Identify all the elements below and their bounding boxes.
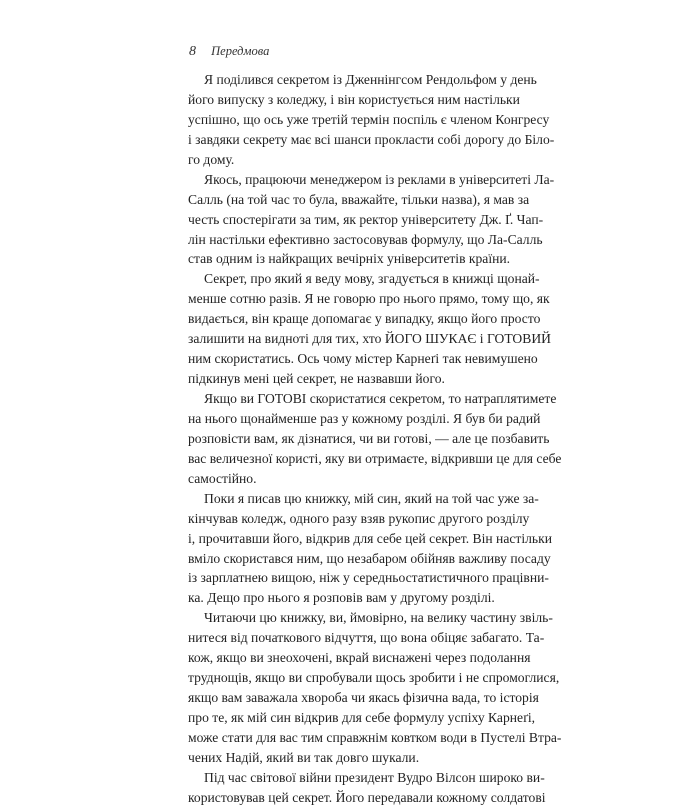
text-line: Я поділився секретом із Дженнінгсом Рендольфом у день bbox=[204, 72, 537, 87]
text-line: підкинув мені цей секрет, не назвавши його. bbox=[188, 371, 445, 387]
text-line: вас величезної користі, яку ви отримаєте, відкривши це для себе bbox=[188, 450, 562, 466]
text-line: ка. Дещо про нього я розповів вам у другому розділі. bbox=[188, 590, 495, 606]
text-line: на нього щонайменше раз у кожному розділі. Я був би радий bbox=[188, 410, 541, 426]
paragraph bbox=[188, 170, 555, 270]
text-line: вміло скористався ним, що незабаром обійняв важливу посаду bbox=[188, 550, 551, 566]
text-line: лін настільки ефективно застосовував формулу, що Ла-Салль bbox=[188, 231, 543, 247]
text-line: може стати для вас тим справжнім ковтком води в Пустелі Втра- bbox=[188, 729, 562, 745]
text-line: кінчував коледж, одного разу взяв рукопис другого розділу bbox=[188, 510, 530, 526]
paragraph bbox=[188, 768, 546, 808]
paragraph bbox=[188, 70, 555, 170]
page-number: 8 bbox=[189, 44, 196, 59]
text-line: і завдяки секрету має всі шанси прокласти собі дорогу до Біло- bbox=[188, 131, 555, 147]
text-line: кож, якщо ви знеохочені, вкрай виснажені через подолання bbox=[188, 650, 531, 666]
text-line: труднощів, якщо ви спробували щось зробити і не спромоглися, bbox=[188, 670, 560, 686]
text-line: став одним із найкращих вечірніх університетів країни. bbox=[188, 251, 511, 267]
text-line: Поки я писав цю книжку, мій син, який на той час уже за- bbox=[204, 490, 539, 506]
text-line: ним скористатись. Ось чому містер Карнеґі так невимушено bbox=[188, 351, 538, 367]
paragraph bbox=[188, 389, 562, 489]
paragraph bbox=[188, 489, 552, 609]
text-line: нитеся від початкового відчуття, що вона обіцяє забагато. Та- bbox=[188, 630, 545, 646]
paragraph bbox=[188, 269, 551, 389]
text-line: Салль (на той час то була, вважайте, тільки назва), я мав за bbox=[188, 191, 530, 207]
text-line: го дому. bbox=[188, 151, 235, 167]
text-line: видається, він краще допомагає у випадку, якщо його просто bbox=[188, 311, 541, 327]
text-line: залишити на видноті для тих, хто ЙОГО ШУКАЄ і ГОТОВИЙ bbox=[188, 331, 551, 347]
section-title: Передмова bbox=[211, 44, 270, 58]
text-line: розповісти вам, як дізнатися, чи ви готові, — але це позбавить bbox=[188, 430, 550, 446]
text-line: і, прочитавши його, відкрив для себе цей секрет. Він настільки bbox=[188, 530, 552, 546]
text-line: Якось, працюючи менеджером із реклами в університеті Ла- bbox=[204, 171, 555, 187]
text-line: про те, як мій син відкрив для себе формулу успіху Карнеґі, bbox=[188, 710, 535, 725]
text-line: Під час світової війни президент Вудро Вілсон широко ви- bbox=[204, 769, 545, 785]
text-line: успішно, що ось уже третій термін поспіль є членом Конгресу bbox=[188, 111, 550, 127]
text-line: Якщо ви ГОТОВІ скористатися секретом, то натраплятимете bbox=[204, 391, 557, 406]
text-line: Читаючи цю книжку, ви, ймовірно, на велику частину звіль- bbox=[204, 610, 553, 626]
body-text bbox=[188, 70, 562, 808]
paragraph bbox=[188, 608, 562, 768]
text-line: його випуску з коледжу, і він користується ним настільки bbox=[188, 91, 520, 107]
text-line: самостійно. bbox=[188, 470, 257, 486]
text-line: менше сотню разів. Я не говорю про нього прямо, тому що, як bbox=[188, 291, 550, 307]
text-line: Секрет, про який я веду мову, згадується в книжці щонай- bbox=[204, 271, 540, 287]
text-line: користовував цей секрет. Його передавали кожному солдатові bbox=[188, 789, 546, 805]
text-line: честь спостерігати за тим, як ректор університету Дж. Ґ. Чап- bbox=[188, 211, 544, 227]
text-line: якщо вам заважала хвороба чи якась фізична вада, то історія bbox=[188, 690, 539, 706]
running-header bbox=[189, 44, 269, 60]
text-line: із зарплатнею вищою, ніж у середньостатистичного працівни- bbox=[188, 570, 549, 586]
text-line: чених Надій, який ви так довго шукали. bbox=[188, 749, 420, 765]
